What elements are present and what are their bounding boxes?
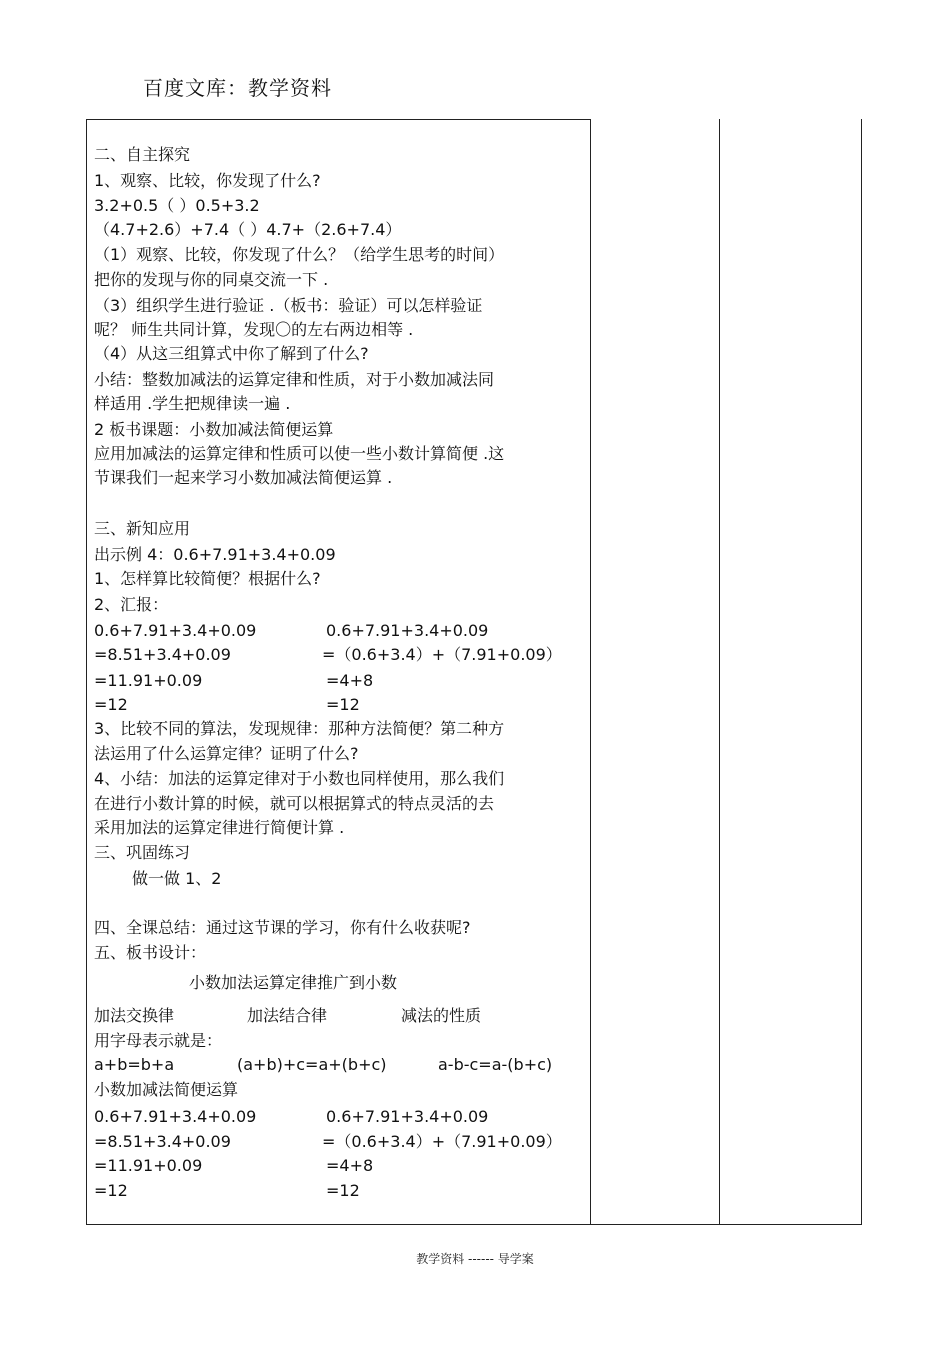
section-heading: 五、板书设计：: [94, 943, 207, 962]
board-calc-left: =11.91+0.09: [94, 1156, 203, 1175]
calc-left: =8.51+3.4+0.09: [94, 645, 231, 664]
question: 1、怎样算比较简便？根据什么?: [94, 569, 321, 588]
section-heading: 二、自主探究: [94, 145, 191, 164]
calc-right: =12: [326, 695, 360, 714]
section-heading: 三、新知应用: [94, 519, 191, 538]
page-footer: 教学资料 ------ 导学案: [416, 1252, 534, 1266]
calc-left: 0.6+7.91+3.4+0.09: [94, 621, 257, 640]
calc-right: =4+8: [326, 671, 374, 690]
letters-label: 用字母表示就是：: [94, 1031, 223, 1050]
page-header-title: 百度文库：教学资料: [143, 76, 332, 100]
question: 1、观察、比较，你发现了什么?: [94, 171, 321, 190]
table-border-bottom: [86, 1224, 862, 1225]
law-name: 加法交换律: [94, 1006, 175, 1025]
board-title: 小数加法运算定律推广到小数: [189, 973, 398, 992]
paragraph: 应用加减法的运算定律和性质可以使一些小数计算简便 .这: [94, 444, 505, 463]
paragraph: 小结：整数加减法的运算定律和性质，对于小数加减法同: [94, 370, 495, 389]
table-border-right: [861, 119, 862, 1225]
board-calc-right: =4+8: [326, 1156, 374, 1175]
section-heading: 三、巩固练习: [94, 843, 191, 862]
board-calc-left: 0.6+7.91+3.4+0.09: [94, 1107, 257, 1126]
summary: 4、小结：加法的运算定律对于小数也同样使用，那么我们: [94, 769, 505, 788]
summary: 采用加法的运算定律进行简便计算 .: [94, 818, 345, 837]
exercise-item: 做一做 1、2: [132, 869, 222, 888]
paragraph: 节课我们一起来学习小数加减法简便运算 .: [94, 468, 393, 487]
calc-row: [94, 645, 231, 665]
calc-left: =11.91+0.09: [94, 671, 203, 690]
calc-left: =12: [94, 695, 128, 714]
question: 3、比较不同的算法，发现规律：那种方法简便？第二种方: [94, 719, 505, 738]
paragraph: （1）观察、比较，你发现了什么？（给学生思考的时间）: [94, 245, 505, 264]
law-name: 加法结合律: [247, 1006, 328, 1025]
board-calc-right: =12: [326, 1181, 360, 1200]
section-heading: 四、全课总结：通过这节课的学习，你有什么收获呢?: [94, 918, 471, 937]
board-calc-left: =12: [94, 1181, 128, 1200]
table-divider-1: [590, 119, 591, 1225]
equation: （4.7+2.6）+7.4（ ）4.7+（2.6+7.4）: [94, 220, 402, 239]
formula: a+b=b+a: [94, 1055, 175, 1074]
summary: 在进行小数计算的时候，就可以根据算式的特点灵活的去: [94, 794, 495, 813]
formula: (a+b)+c=a+(b+c): [237, 1055, 387, 1074]
table-divider-2: [719, 119, 720, 1225]
example: 出示例 4：0.6+7.91+3.4+0.09: [94, 545, 336, 564]
calc-row: [94, 671, 202, 691]
calc-row: [94, 695, 128, 715]
board-calc-right: 0.6+7.91+3.4+0.09: [326, 1107, 489, 1126]
board-subtitle: 小数加减法简便运算: [94, 1080, 239, 1099]
law-name: 减法的性质: [401, 1006, 482, 1025]
equation: 3.2+0.5（ ）0.5+3.2: [94, 196, 260, 215]
paragraph: （3）组织学生进行验证 .（板书：验证）可以怎样验证: [94, 296, 483, 315]
calc-right: =（0.6+3.4）+（7.91+0.09）: [322, 645, 562, 664]
table-border-top: [86, 119, 591, 120]
paragraph: 2 板书课题：小数加减法简便运算: [94, 420, 334, 439]
paragraph: 呢？ 师生共同计算，发现〇的左右两边相等 .: [94, 320, 414, 339]
calc-right: 0.6+7.91+3.4+0.09: [326, 621, 489, 640]
board-calc-left: =8.51+3.4+0.09: [94, 1132, 231, 1151]
formula: a-b-c=a-(b+c): [438, 1055, 553, 1074]
calc-row: [94, 621, 256, 641]
question: 法运用了什么运算定律？证明了什么?: [94, 744, 359, 763]
paragraph: （4）从这三组算式中你了解到了什么?: [94, 344, 369, 363]
question: 2、汇报：: [94, 595, 169, 614]
paragraph: 样适用 .学生把规律读一遍 .: [94, 394, 291, 413]
table-border-left: [86, 119, 87, 1225]
board-calc-right: =（0.6+3.4）+（7.91+0.09）: [322, 1132, 562, 1151]
paragraph: 把你的发现与你的同桌交流一下 .: [94, 270, 329, 289]
